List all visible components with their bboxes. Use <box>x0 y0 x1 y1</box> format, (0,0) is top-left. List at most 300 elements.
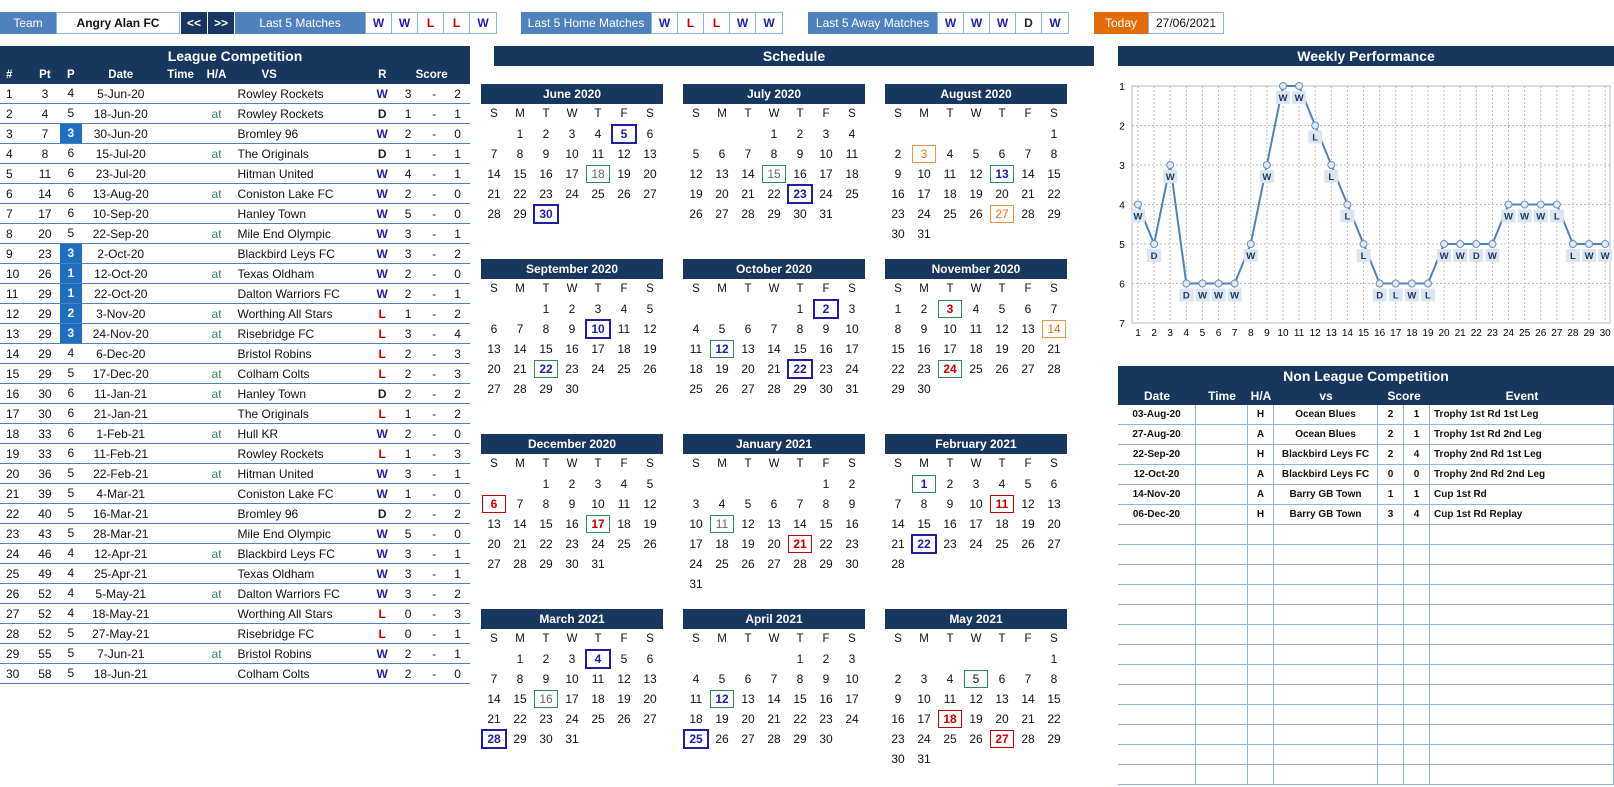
table-row-empty[interactable] <box>1118 625 1614 645</box>
calendar-day[interactable]: 27 <box>1047 537 1061 551</box>
calendar-day[interactable]: 8 <box>516 147 524 161</box>
calendar-day[interactable]: 30 <box>891 752 905 766</box>
calendar-day[interactable]: 16 <box>917 342 931 356</box>
calendar-day[interactable]: 14 <box>793 517 807 531</box>
calendar-day[interactable]: 4 <box>972 302 980 316</box>
calendar-day[interactable]: 20 <box>487 362 501 376</box>
table-row-empty[interactable] <box>1118 725 1614 745</box>
calendar-day[interactable]: 12 <box>617 672 631 686</box>
calendar-day[interactable]: 25 <box>591 187 605 201</box>
calendar-day[interactable]: 3 <box>911 144 937 164</box>
calendar-day[interactable]: 6 <box>744 672 752 686</box>
calendar-day[interactable]: 1 <box>894 302 902 316</box>
calendar-day[interactable]: 10 <box>917 692 931 706</box>
calendar-day[interactable]: 1 <box>1050 652 1058 666</box>
calendar-day[interactable]: 7 <box>516 497 524 511</box>
table-row[interactable] <box>0 244 470 264</box>
calendar-day[interactable]: 4 <box>946 672 954 686</box>
calendar-day[interactable]: 10 <box>917 167 931 181</box>
calendar-day[interactable]: 16 <box>533 689 559 709</box>
calendar-day[interactable]: 5 <box>718 672 726 686</box>
calendar-day[interactable]: 3 <box>848 302 856 316</box>
table-row[interactable] <box>0 144 470 164</box>
team-name[interactable]: Angry Alan FC <box>56 12 180 34</box>
calendar-day[interactable]: 14 <box>1041 319 1067 339</box>
calendar-day[interactable]: 9 <box>542 672 550 686</box>
calendar-day[interactable]: 22 <box>787 359 813 379</box>
calendar-day[interactable]: 18 <box>689 362 703 376</box>
table-row[interactable] <box>0 304 470 324</box>
calendar-day[interactable]: 24 <box>565 712 579 726</box>
calendar-day[interactable]: 9 <box>542 147 550 161</box>
calendar-day[interactable]: 3 <box>692 497 700 511</box>
calendar-day[interactable]: 12 <box>643 497 657 511</box>
calendar-day[interactable]: 30 <box>539 732 553 746</box>
calendar-day[interactable]: 28 <box>793 557 807 571</box>
calendar-day[interactable]: 26 <box>617 187 631 201</box>
calendar-day[interactable]: 25 <box>591 712 605 726</box>
calendar-day[interactable]: 7 <box>490 147 498 161</box>
calendar-day[interactable]: 30 <box>845 557 859 571</box>
calendar-day[interactable]: 21 <box>1021 187 1035 201</box>
table-row[interactable] <box>0 264 470 284</box>
calendar-day[interactable]: 22 <box>533 359 559 379</box>
calendar-day[interactable]: 29 <box>793 732 807 746</box>
calendar-day[interactable]: 24 <box>917 732 931 746</box>
calendar-day[interactable]: 20 <box>1021 342 1035 356</box>
table-row-empty[interactable] <box>1118 585 1614 605</box>
calendar-day[interactable]: 13 <box>741 692 755 706</box>
calendar-day[interactable]: 25 <box>683 729 709 749</box>
table-row[interactable] <box>0 424 470 444</box>
calendar-day[interactable]: 26 <box>715 732 729 746</box>
table-row[interactable] <box>1118 445 1614 465</box>
table-row[interactable] <box>0 464 470 484</box>
calendar-day[interactable]: 30 <box>917 382 931 396</box>
calendar-day[interactable]: 27 <box>487 382 501 396</box>
calendar-day[interactable]: 22 <box>513 712 527 726</box>
calendar-day[interactable]: 4 <box>946 147 954 161</box>
calendar-day[interactable]: 23 <box>539 187 553 201</box>
calendar-day[interactable]: 30 <box>793 207 807 221</box>
calendar-day[interactable]: 31 <box>917 227 931 241</box>
table-row[interactable] <box>0 644 470 664</box>
calendar-day[interactable]: 4 <box>848 127 856 141</box>
calendar-day[interactable]: 3 <box>848 652 856 666</box>
calendar-day[interactable]: 6 <box>770 497 778 511</box>
table-row[interactable] <box>0 164 470 184</box>
calendar-day[interactable]: 11 <box>989 494 1015 514</box>
calendar-day[interactable]: 10 <box>845 672 859 686</box>
calendar-day[interactable]: 28 <box>1021 732 1035 746</box>
calendar-day[interactable]: 10 <box>845 322 859 336</box>
calendar-day[interactable]: 22 <box>767 187 781 201</box>
calendar-day[interactable]: 15 <box>1047 167 1061 181</box>
calendar-day[interactable]: 1 <box>796 652 804 666</box>
calendar-day[interactable]: 18 <box>995 517 1009 531</box>
calendar-day[interactable]: 11 <box>591 672 605 686</box>
calendar-day[interactable]: 9 <box>848 497 856 511</box>
calendar-day[interactable]: 31 <box>689 577 703 591</box>
calendar-day[interactable]: 5 <box>718 322 726 336</box>
calendar-day[interactable]: 14 <box>891 517 905 531</box>
calendar-day[interactable]: 23 <box>539 712 553 726</box>
calendar-day[interactable]: 31 <box>917 752 931 766</box>
table-row[interactable] <box>0 104 470 124</box>
calendar-day[interactable]: 1 <box>770 127 778 141</box>
table-row[interactable] <box>1118 485 1614 505</box>
calendar-day[interactable]: 4 <box>620 477 628 491</box>
calendar-day[interactable]: 2 <box>542 127 550 141</box>
table-row[interactable] <box>0 664 470 684</box>
calendar-day[interactable]: 25 <box>943 732 957 746</box>
calendar-day[interactable]: 12 <box>689 167 703 181</box>
calendar-day[interactable]: 16 <box>891 187 905 201</box>
calendar-day[interactable]: 15 <box>793 692 807 706</box>
calendar-day[interactable]: 14 <box>767 692 781 706</box>
calendar-day[interactable]: 30 <box>819 732 833 746</box>
calendar-day[interactable]: 4 <box>692 672 700 686</box>
calendar-day[interactable]: 19 <box>1021 517 1035 531</box>
calendar-day[interactable]: 12 <box>709 339 735 359</box>
table-row-empty[interactable] <box>1118 645 1614 665</box>
calendar-day[interactable]: 26 <box>969 732 983 746</box>
calendar-day[interactable]: 11 <box>943 692 957 706</box>
table-row[interactable] <box>0 404 470 424</box>
calendar-day[interactable]: 31 <box>819 207 833 221</box>
calendar-day[interactable]: 26 <box>969 207 983 221</box>
calendar-day[interactable]: 20 <box>643 692 657 706</box>
calendar-day[interactable]: 22 <box>891 362 905 376</box>
calendar-day[interactable]: 12 <box>741 517 755 531</box>
calendar-day[interactable]: 9 <box>822 672 830 686</box>
calendar-day[interactable]: 1 <box>911 474 937 494</box>
calendar-day[interactable]: 15 <box>793 342 807 356</box>
calendar-day[interactable]: 28 <box>891 557 905 571</box>
calendar-day[interactable]: 30 <box>819 382 833 396</box>
calendar-day[interactable]: 28 <box>767 382 781 396</box>
table-row-empty[interactable] <box>1118 605 1614 625</box>
table-row[interactable] <box>0 324 470 344</box>
calendar-day[interactable]: 19 <box>617 167 631 181</box>
calendar-day[interactable]: 4 <box>585 649 611 669</box>
calendar-day[interactable]: 11 <box>969 322 983 336</box>
calendar-day[interactable]: 7 <box>490 672 498 686</box>
calendar-day[interactable]: 10 <box>969 497 983 511</box>
table-row[interactable] <box>0 604 470 624</box>
calendar-day[interactable]: 19 <box>995 342 1009 356</box>
calendar-day[interactable]: 5 <box>646 477 654 491</box>
calendar-day[interactable]: 17 <box>585 514 611 534</box>
calendar-day[interactable]: 22 <box>911 534 937 554</box>
calendar-day[interactable]: 19 <box>715 362 729 376</box>
calendar-day[interactable]: 16 <box>891 712 905 726</box>
calendar-day[interactable]: 17 <box>689 537 703 551</box>
calendar-day[interactable]: 15 <box>539 342 553 356</box>
calendar-day[interactable]: 15 <box>539 517 553 531</box>
calendar-day[interactable]: 11 <box>689 692 703 706</box>
calendar-day[interactable]: 17 <box>591 342 605 356</box>
calendar-day[interactable]: 24 <box>937 359 963 379</box>
calendar-day[interactable]: 19 <box>741 537 755 551</box>
calendar-day[interactable]: 29 <box>539 557 553 571</box>
calendar-day[interactable]: 18 <box>585 164 611 184</box>
table-row[interactable] <box>0 624 470 644</box>
calendar-day[interactable]: 26 <box>995 362 1009 376</box>
calendar-day[interactable]: 23 <box>819 712 833 726</box>
calendar-day[interactable]: 22 <box>539 537 553 551</box>
calendar-day[interactable]: 8 <box>796 672 804 686</box>
calendar-day[interactable]: 15 <box>917 517 931 531</box>
calendar-day[interactable]: 18 <box>617 517 631 531</box>
calendar-day[interactable]: 11 <box>845 147 859 161</box>
table-row[interactable] <box>0 444 470 464</box>
table-row[interactable] <box>0 284 470 304</box>
calendar-day[interactable]: 27 <box>989 204 1015 224</box>
calendar-day[interactable]: 6 <box>744 322 752 336</box>
calendar-day[interactable]: 27 <box>715 207 729 221</box>
table-row[interactable] <box>0 584 470 604</box>
calendar-day[interactable]: 5 <box>1024 477 1032 491</box>
calendar-day[interactable]: 25 <box>845 187 859 201</box>
calendar-day[interactable]: 19 <box>715 712 729 726</box>
calendar-day[interactable]: 8 <box>542 322 550 336</box>
table-row-empty[interactable] <box>1118 765 1614 785</box>
calendar-day[interactable]: 2 <box>822 652 830 666</box>
calendar-day[interactable]: 25 <box>969 362 983 376</box>
calendar-day[interactable]: 27 <box>1021 362 1035 376</box>
calendar-day[interactable]: 21 <box>767 712 781 726</box>
calendar-day[interactable]: 21 <box>1047 342 1061 356</box>
calendar-day[interactable]: 20 <box>1047 517 1061 531</box>
calendar-day[interactable]: 20 <box>715 187 729 201</box>
calendar-day[interactable]: 24 <box>969 537 983 551</box>
calendar-day[interactable]: 3 <box>920 672 928 686</box>
table-row-empty[interactable] <box>1118 705 1614 725</box>
calendar-day[interactable]: 12 <box>969 167 983 181</box>
calendar-day[interactable]: 16 <box>565 517 579 531</box>
next-team-button[interactable]: >> <box>208 12 234 34</box>
calendar-day[interactable]: 29 <box>1047 207 1061 221</box>
calendar-day[interactable]: 25 <box>617 537 631 551</box>
calendar-day[interactable]: 12 <box>1021 497 1035 511</box>
table-row[interactable] <box>0 384 470 404</box>
calendar-day[interactable]: 7 <box>516 322 524 336</box>
calendar-day[interactable]: 20 <box>487 537 501 551</box>
calendar-day[interactable]: 28 <box>767 732 781 746</box>
calendar-day[interactable]: 2 <box>946 477 954 491</box>
calendar-day[interactable]: 30 <box>533 204 559 224</box>
calendar-day[interactable]: 26 <box>715 382 729 396</box>
calendar-day[interactable]: 5 <box>692 147 700 161</box>
calendar-day[interactable]: 14 <box>513 517 527 531</box>
calendar-day[interactable]: 22 <box>793 712 807 726</box>
calendar-day[interactable]: 2 <box>568 477 576 491</box>
calendar-day[interactable]: 29 <box>513 732 527 746</box>
calendar-day[interactable]: 3 <box>568 652 576 666</box>
calendar-day[interactable]: 13 <box>741 342 755 356</box>
calendar-day[interactable]: 21 <box>767 362 781 376</box>
calendar-day[interactable]: 5 <box>998 302 1006 316</box>
calendar-day[interactable]: 28 <box>1021 207 1035 221</box>
calendar-day[interactable]: 21 <box>1021 712 1035 726</box>
calendar-day[interactable]: 23 <box>565 537 579 551</box>
calendar-day[interactable]: 2 <box>894 672 902 686</box>
calendar-day[interactable]: 16 <box>565 342 579 356</box>
calendar-day[interactable]: 26 <box>643 362 657 376</box>
table-row[interactable] <box>0 124 470 144</box>
calendar-day[interactable]: 2 <box>920 302 928 316</box>
calendar-day[interactable]: 25 <box>943 207 957 221</box>
calendar-day[interactable]: 7 <box>1050 302 1058 316</box>
calendar-day[interactable]: 6 <box>646 127 654 141</box>
calendar-day[interactable]: 16 <box>845 517 859 531</box>
calendar-day[interactable]: 6 <box>490 322 498 336</box>
calendar-day[interactable]: 14 <box>513 342 527 356</box>
calendar-day[interactable]: 8 <box>796 322 804 336</box>
calendar-day[interactable]: 12 <box>617 147 631 161</box>
calendar-day[interactable]: 17 <box>917 187 931 201</box>
calendar-day[interactable]: 9 <box>946 497 954 511</box>
calendar-day[interactable]: 26 <box>741 557 755 571</box>
calendar-day[interactable]: 10 <box>689 517 703 531</box>
calendar-day[interactable]: 2 <box>894 147 902 161</box>
calendar-day[interactable]: 7 <box>894 497 902 511</box>
calendar-day[interactable]: 6 <box>646 652 654 666</box>
calendar-day[interactable]: 19 <box>969 187 983 201</box>
calendar-day[interactable]: 23 <box>565 362 579 376</box>
calendar-day[interactable]: 27 <box>643 187 657 201</box>
calendar-day[interactable]: 7 <box>770 672 778 686</box>
table-row[interactable] <box>0 204 470 224</box>
calendar-day[interactable]: 11 <box>943 167 957 181</box>
calendar-day[interactable]: 18 <box>689 712 703 726</box>
calendar-day[interactable]: 24 <box>845 362 859 376</box>
calendar-day[interactable]: 3 <box>822 127 830 141</box>
calendar-day[interactable]: 29 <box>819 557 833 571</box>
calendar-day[interactable]: 21 <box>513 537 527 551</box>
table-row[interactable] <box>1118 465 1614 485</box>
calendar-day[interactable]: 1 <box>1050 127 1058 141</box>
calendar-day[interactable]: 18 <box>715 537 729 551</box>
calendar-day[interactable]: 13 <box>487 342 501 356</box>
previous-team-button[interactable]: << <box>181 12 207 34</box>
calendar-day[interactable]: 2 <box>568 302 576 316</box>
calendar-day[interactable]: 21 <box>487 712 501 726</box>
calendar-day[interactable]: 17 <box>917 712 931 726</box>
calendar-day[interactable]: 17 <box>943 342 957 356</box>
calendar-day[interactable]: 30 <box>891 227 905 241</box>
calendar-day[interactable]: 19 <box>689 187 703 201</box>
calendar-day[interactable]: 4 <box>718 497 726 511</box>
table-row-empty[interactable] <box>1118 745 1614 765</box>
calendar-day[interactable]: 11 <box>617 497 631 511</box>
calendar-day[interactable]: 27 <box>643 712 657 726</box>
calendar-day[interactable]: 1 <box>822 477 830 491</box>
calendar-day[interactable]: 22 <box>1047 187 1061 201</box>
calendar-day[interactable]: 13 <box>767 517 781 531</box>
calendar-day[interactable]: 13 <box>715 167 729 181</box>
calendar-day[interactable]: 19 <box>617 692 631 706</box>
calendar-day[interactable]: 17 <box>845 692 859 706</box>
calendar-day[interactable]: 17 <box>565 692 579 706</box>
calendar-day[interactable]: 1 <box>796 302 804 316</box>
calendar-day[interactable]: 3 <box>972 477 980 491</box>
calendar-day[interactable]: 9 <box>796 147 804 161</box>
calendar-day[interactable]: 18 <box>591 692 605 706</box>
calendar-day[interactable]: 22 <box>819 537 833 551</box>
calendar-day[interactable]: 21 <box>487 187 501 201</box>
table-row-empty[interactable] <box>1118 545 1614 565</box>
calendar-day[interactable]: 19 <box>643 517 657 531</box>
calendar-day[interactable]: 5 <box>646 302 654 316</box>
calendar-day[interactable]: 16 <box>819 692 833 706</box>
calendar-day[interactable]: 29 <box>1047 732 1061 746</box>
calendar-day[interactable]: 28 <box>1047 362 1061 376</box>
calendar-day[interactable]: 1 <box>542 302 550 316</box>
calendar-day[interactable]: 9 <box>822 322 830 336</box>
calendar-day[interactable]: 26 <box>689 207 703 221</box>
calendar-day[interactable]: 11 <box>709 514 735 534</box>
table-row-empty[interactable] <box>1118 665 1614 685</box>
calendar-day[interactable]: 15 <box>513 167 527 181</box>
calendar-day[interactable]: 7 <box>744 147 752 161</box>
calendar-day[interactable]: 23 <box>891 207 905 221</box>
calendar-day[interactable]: 28 <box>481 729 507 749</box>
calendar-day[interactable]: 4 <box>594 127 602 141</box>
calendar-day[interactable]: 5 <box>620 652 628 666</box>
calendar-day[interactable]: 24 <box>591 537 605 551</box>
calendar-day[interactable]: 22 <box>1047 712 1061 726</box>
calendar-day[interactable]: 21 <box>513 362 527 376</box>
calendar-day[interactable]: 24 <box>819 187 833 201</box>
calendar-day[interactable]: 6 <box>998 147 1006 161</box>
calendar-day[interactable]: 29 <box>767 207 781 221</box>
calendar-day[interactable]: 15 <box>761 164 787 184</box>
calendar-day[interactable]: 31 <box>845 382 859 396</box>
calendar-day[interactable]: 6 <box>1050 477 1058 491</box>
calendar-day[interactable]: 3 <box>937 299 963 319</box>
calendar-day[interactable]: 27 <box>741 382 755 396</box>
calendar-day[interactable]: 12 <box>643 322 657 336</box>
table-row[interactable] <box>0 184 470 204</box>
calendar-day[interactable]: 24 <box>689 557 703 571</box>
calendar-day[interactable]: 20 <box>741 362 755 376</box>
calendar-day[interactable]: 20 <box>995 187 1009 201</box>
calendar-day[interactable]: 16 <box>943 517 957 531</box>
calendar-day[interactable]: 8 <box>770 147 778 161</box>
calendar-day[interactable]: 13 <box>995 692 1009 706</box>
calendar-day[interactable]: 17 <box>969 517 983 531</box>
table-row[interactable] <box>0 364 470 384</box>
calendar-day[interactable]: 20 <box>995 712 1009 726</box>
calendar-day[interactable]: 15 <box>513 692 527 706</box>
calendar-day[interactable]: 8 <box>920 497 928 511</box>
calendar-day[interactable]: 27 <box>741 732 755 746</box>
calendar-day[interactable]: 3 <box>594 477 602 491</box>
calendar-day[interactable]: 13 <box>989 164 1015 184</box>
calendar-day[interactable]: 12 <box>995 322 1009 336</box>
calendar-day[interactable]: 2 <box>813 299 839 319</box>
calendar-day[interactable]: 8 <box>516 672 524 686</box>
calendar-day[interactable]: 22 <box>513 187 527 201</box>
table-row[interactable] <box>0 524 470 544</box>
calendar-day[interactable]: 18 <box>617 342 631 356</box>
table-row[interactable] <box>1118 505 1614 525</box>
calendar-day[interactable]: 3 <box>568 127 576 141</box>
calendar-day[interactable]: 21 <box>891 537 905 551</box>
calendar-day[interactable]: 26 <box>1021 537 1035 551</box>
